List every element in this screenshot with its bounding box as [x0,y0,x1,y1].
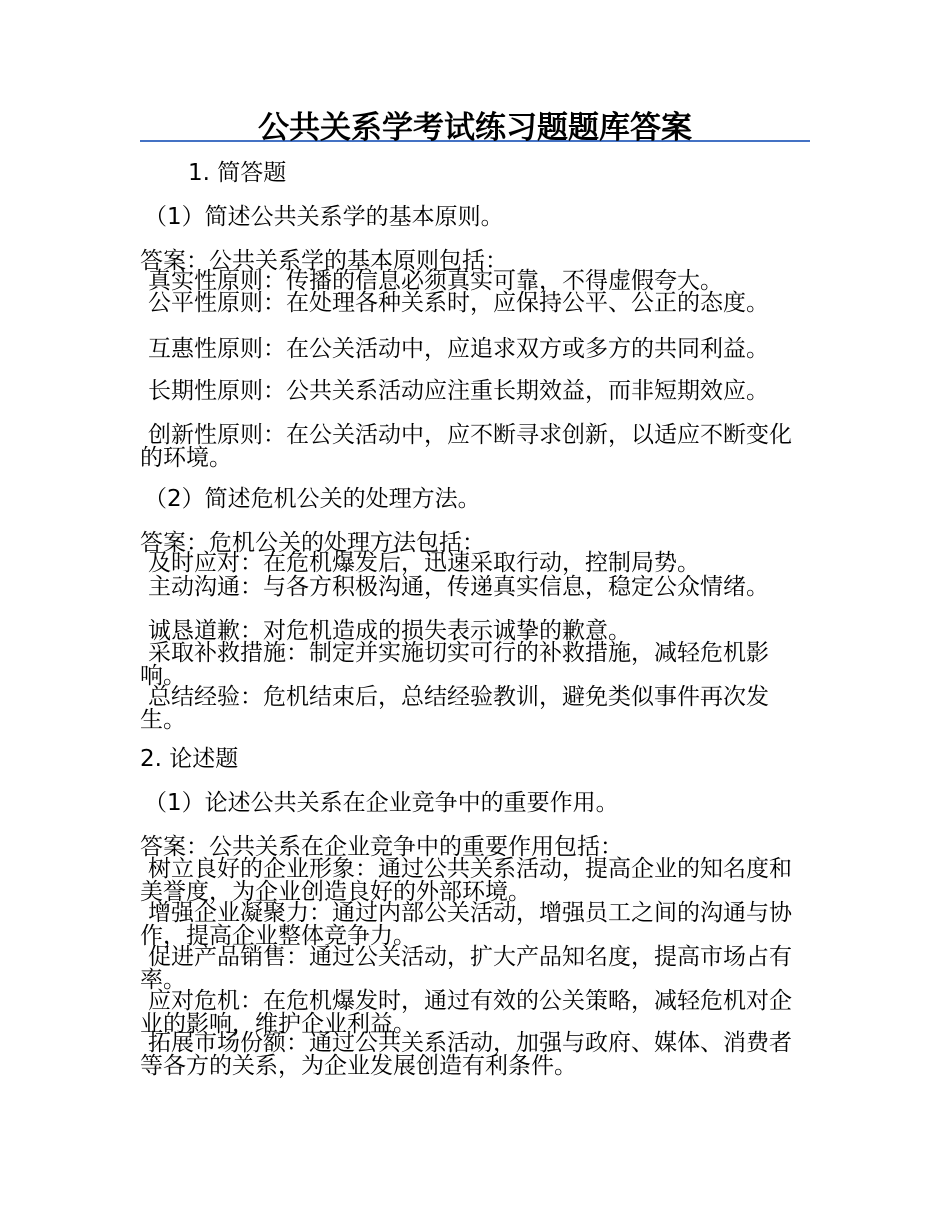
s1-q2-answer-intro: 答案：危机公关的处理方法包括： [140,530,485,556]
s2-q1-item-3: 促进产品销售：通过公关活动，扩大产品知名度，提高市场占有率。 [140,944,792,993]
s1-q1-item-2: 公平性原则：在处理各种关系时，应保持公平、公正的态度。 [148,290,769,316]
s2-q1-item-1: 树立良好的企业形象：通过公共关系活动，提高企业的知名度和美誉度，为企业创造良好的外部环境。 [140,856,792,905]
s2-q1-question: （1）论述公共关系在企业竞争中的重要作用。 [144,790,619,816]
s1-q1-answer-intro: 答案：公共关系学的基本原则包括： [140,248,508,274]
s1-q2-item-3: 诚恳道歉：对危机造成的损失表示诚挚的歉意。 [148,618,631,644]
s2-q1-item-4: 应对危机：在危机爆发时，通过有效的公关策略，减轻危机对企业的影响，维护企业利益。 [140,988,792,1037]
s1-q2-item-2: 主动沟通：与各方积极沟通，传递真实信息，稳定公众情绪。 [148,574,769,600]
document-title [140,100,810,146]
s1-q1-item-5: 创新性原则：在公关活动中，应不断寻求创新，以适应不断变化的环境。 [140,422,792,471]
s1-q1-item-3: 互惠性原则：在公关活动中，应追求双方或多方的共同利益。 [148,336,769,362]
s1-q2-question: （2）简述危机公关的处理方法。 [144,486,481,512]
s1-q2-item-5: 总结经验：危机结束后，总结经验教训，避免类似事件再次发生。 [140,684,769,733]
section2-heading: 2. 论述题 [140,746,239,772]
s2-q1-item-2: 增强企业凝聚力：通过内部公关活动，增强员工之间的沟通与协作，提高企业整体竞争力。 [140,900,792,949]
s1-q2-item-1: 及时应对：在危机爆发后，迅速采取行动，控制局势。 [148,550,700,576]
s1-q1-question: （1）简述公共关系学的基本原则。 [144,204,504,230]
s2-q1-answer-intro: 答案：公共关系在企业竞争中的重要作用包括： [140,834,623,860]
s1-q1-item-4: 长期性原则：公共关系活动应注重长期效益，而非短期效应。 [148,378,769,404]
title-text: 公共关系学考试练习题题库答案 [258,110,692,146]
section1-heading: 1. 简答题 [188,160,287,186]
s1-q2-item-4: 采取补救措施：制定并实施切实可行的补救措施，减轻危机影响。 [140,640,769,689]
s2-q1-item-5: 拓展市场份额：通过公共关系活动，加强与政府、媒体、消费者等各方的关系，为企业发展创造有利条件。 [140,1030,792,1079]
s1-q1-item-1: 真实性原则：传播的信息必须真实可靠，不得虚假夸大。 [148,268,723,294]
